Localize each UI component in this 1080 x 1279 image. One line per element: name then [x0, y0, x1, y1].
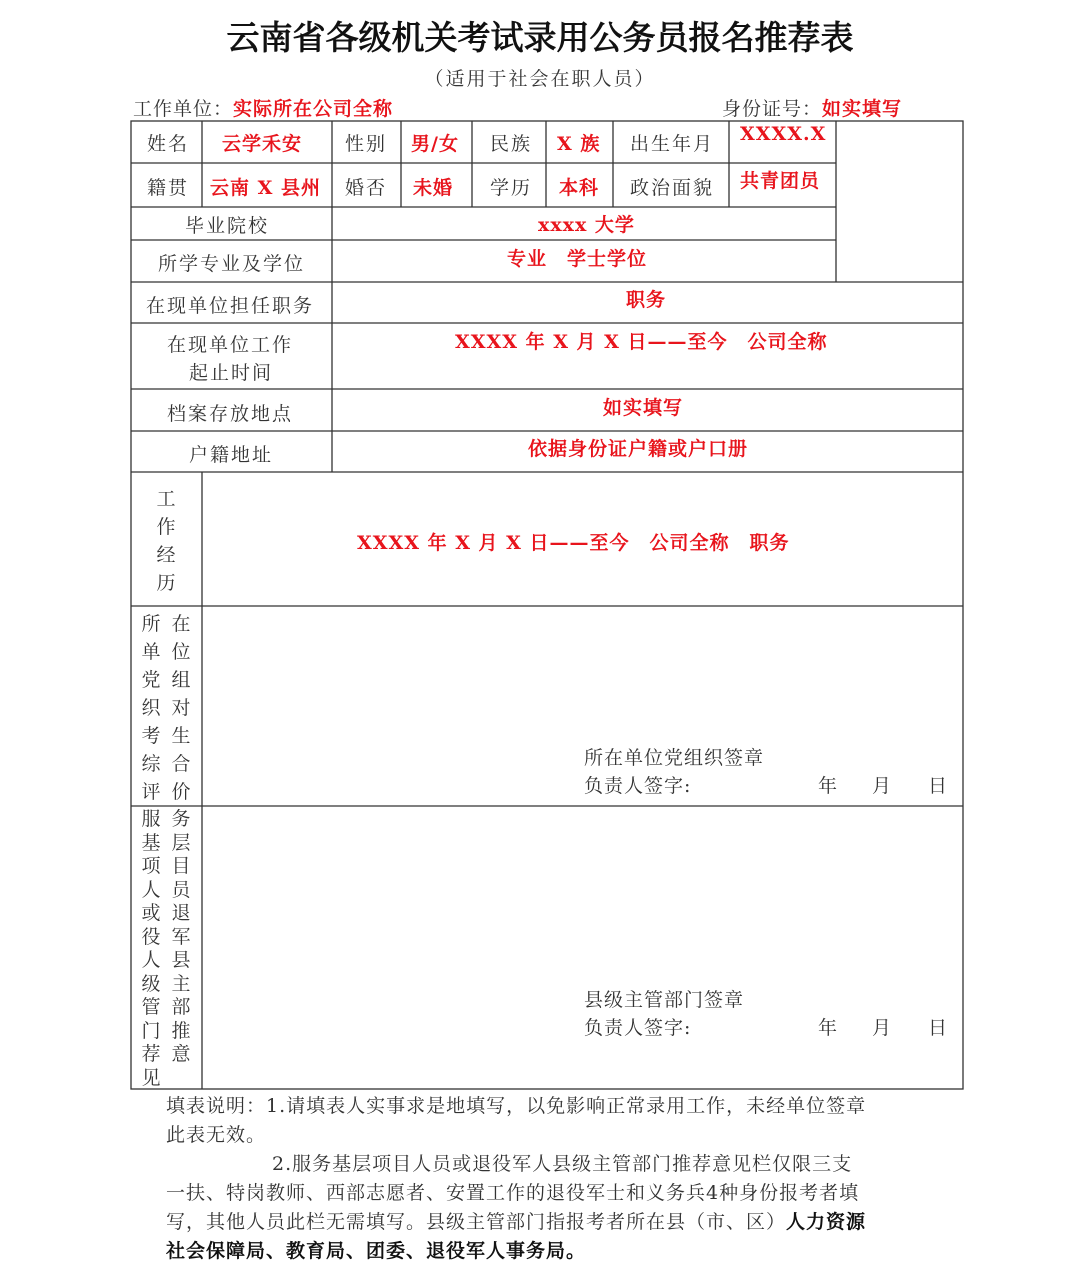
work-time-label-1: 在现单位工作 — [167, 334, 294, 356]
county-sign-text: 负责人签字: — [584, 1017, 692, 1039]
form-title: 云南省各级机关考试录用公务员报名推荐表 — [226, 18, 854, 57]
note-line-5 — [166, 1208, 866, 1237]
experience-value: XXXX 年 X 月 X 日——至今 公司全称 职务 — [357, 532, 790, 554]
education-value: 本科 — [559, 177, 600, 199]
party-seal-text: 所在单位党组织签章 — [584, 747, 765, 769]
note-line-5-bold: 人力资源 — [786, 1211, 867, 1233]
party-sign-text: 负责人签字: — [584, 775, 692, 797]
county-month: 月 — [872, 1017, 894, 1039]
major-label: 所学专业及学位 — [158, 253, 306, 275]
position-value: 职务 — [626, 289, 667, 311]
political-label: 政治面貌 — [630, 177, 715, 199]
note-line-1: 填表说明：1.请填表人实事求是地填写，以免影响正常录用工作，未经单位签章 — [166, 1095, 867, 1117]
marital-label: 婚否 — [345, 177, 388, 199]
work-time-label-2: 起止时间 — [189, 362, 274, 384]
work-unit-label: 工作单位： — [133, 98, 234, 120]
birth-label: 出生年月 — [630, 133, 715, 155]
county-year: 年 — [818, 1017, 840, 1039]
id-number-value: 如实填写 — [822, 98, 903, 120]
party-eval-label-left: 所单党织考综评 — [141, 613, 161, 803]
archive-label: 档案存放地点 — [167, 403, 294, 425]
gender-value: 男/女 — [411, 133, 459, 155]
work-unit-value: 实际所在公司全称 — [233, 98, 394, 120]
marital-value: 未婚 — [413, 177, 454, 199]
birth-value: XXXX.X — [740, 123, 827, 145]
party-month: 月 — [872, 775, 894, 797]
note-line-5-text: 写，其他人员此栏无需填写。县级主管部门指报考者所在县（市、区） — [166, 1211, 787, 1233]
note-line-4: 一扶、特岗教师、西部志愿者、安置工作的退役军士和义务兵4种身份报考者填 — [166, 1182, 860, 1204]
experience-label: 工作经历 — [156, 488, 176, 594]
native-value: 云南 X 县州 — [210, 177, 321, 199]
archive-value: 如实填写 — [603, 397, 684, 419]
position-label: 在现单位担任职务 — [146, 295, 315, 317]
political-value: 共青团员 — [740, 170, 821, 192]
household-value: 依据身份证户籍或户口册 — [528, 438, 749, 460]
school-value: xxxx 大学 — [538, 214, 635, 236]
id-number-label: 身份证号： — [722, 98, 823, 120]
note-line-6 — [166, 1237, 586, 1266]
name-label: 姓名 — [147, 133, 190, 155]
party-day: 日 — [928, 775, 950, 797]
county-seal-text: 县级主管部门签章 — [584, 989, 745, 1011]
form-subtitle: （适用于社会在职人员） — [424, 68, 656, 90]
name-value: 云学禾安 — [222, 133, 303, 155]
education-label: 学历 — [490, 177, 533, 199]
school-label: 毕业院校 — [185, 215, 270, 237]
major-value: 专业 学士学位 — [507, 248, 648, 270]
party-eval-label-right: 在位组对生合价 — [171, 613, 191, 803]
county-day: 日 — [928, 1017, 950, 1039]
party-year: 年 — [818, 775, 840, 797]
household-label: 户籍地址 — [189, 444, 274, 466]
note-line-2: 此表无效。 — [166, 1124, 267, 1146]
work-time-value: XXXX 年 X 月 X 日——至今 公司全称 — [455, 331, 828, 353]
county-label-left: 服基项人或役人级管门荐见 — [141, 808, 161, 1089]
gender-label: 性别 — [345, 133, 388, 155]
native-label: 籍贯 — [147, 177, 190, 199]
note-line-3: 2.服务基层项目人员或退役军人县级主管部门推荐意见栏仅限三支 — [272, 1153, 853, 1175]
ethnicity-label: 民族 — [490, 133, 533, 155]
ethnicity-value: X 族 — [557, 133, 601, 155]
county-label-right: 务层目员退军县主部推意 — [171, 808, 191, 1065]
note-line-6-bold: 社会保障局、教育局、团委、退役军人事务局。 — [166, 1240, 587, 1262]
